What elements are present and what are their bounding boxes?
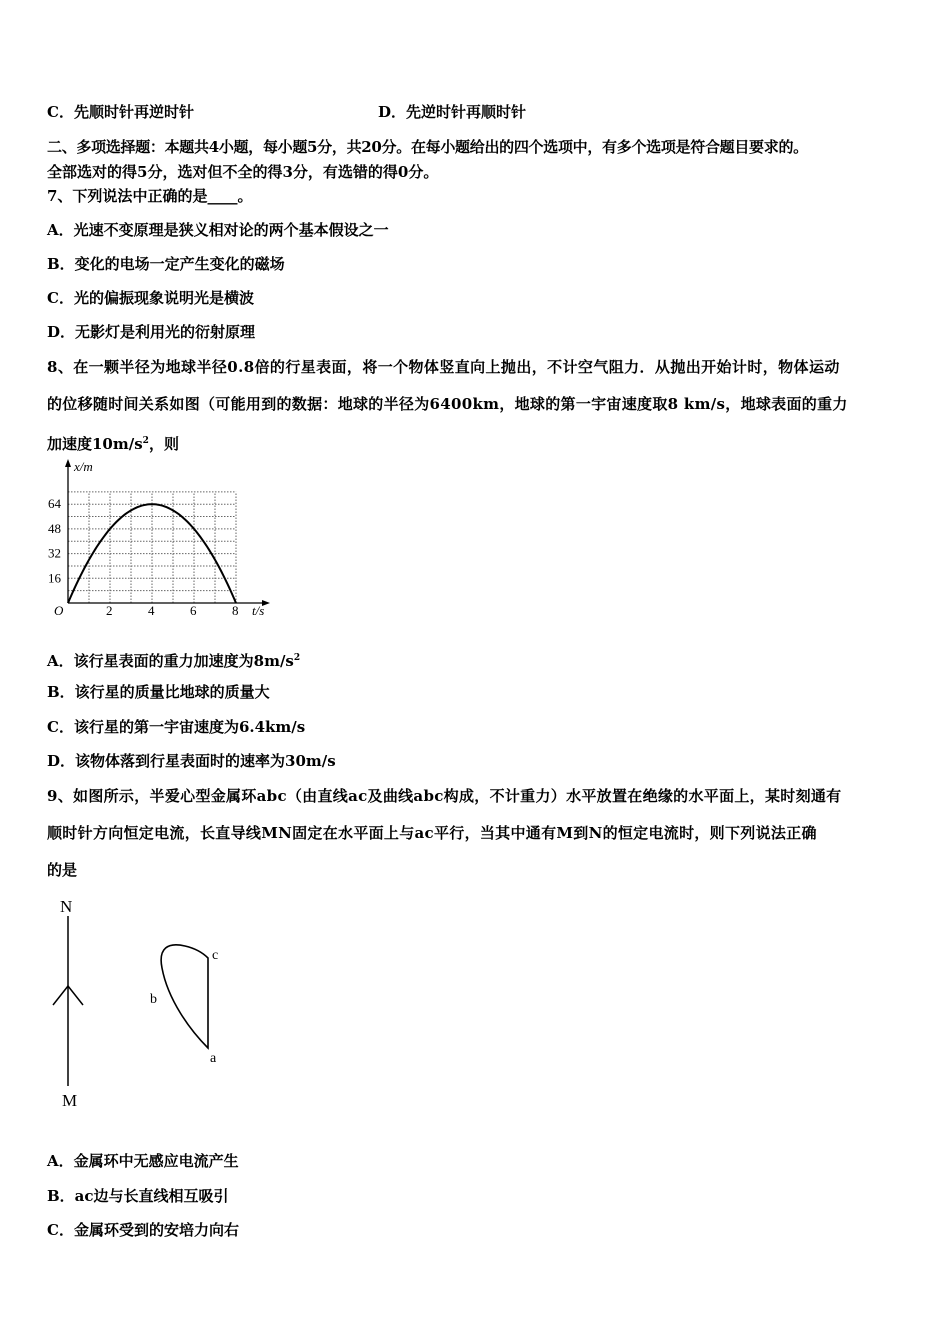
section2-scoring: 全部选对的得5分，选对但不全的得3分，有选错的得0分。 (47, 163, 439, 181)
x-tick-label: 8 (232, 603, 239, 618)
origin-label: O (54, 603, 64, 618)
text: 加速度10m/s (47, 435, 143, 453)
q8-stem-line2: 的位移随时间关系如图（可能用到的数据：地球的半径为6400km，地球的第一宇宙速度取8 km/s，地球表面的重力 (47, 395, 848, 413)
q6-option-c: C．先顺时针再逆时针 (47, 103, 194, 121)
y-axis-arrow (65, 459, 71, 467)
q7-option-c: C．光的偏振现象说明光是横波 (47, 289, 254, 307)
x-tick-label: 6 (190, 603, 197, 618)
q9-option-b: B．ac边与长直线相互吸引 (47, 1187, 229, 1205)
q9-stem-line2: 顺时针方向恒定电流，长直导线MN固定在水平面上与ac平行，当其中通有M到N的恒定电流时，则下列说法正确 (47, 824, 817, 842)
q7-option-d: D．无影灯是利用光的衍射原理 (47, 323, 256, 341)
q8-option-b: B．该行星的质量比地球的质量大 (47, 683, 270, 701)
y-tick-label: 16 (48, 570, 61, 586)
x-tick-label: 4 (148, 603, 155, 618)
y-tick-label: 32 (48, 545, 61, 561)
x-tick-label: 2 (106, 603, 113, 618)
q8-stem-line3 (47, 431, 179, 454)
q8-option-d: D．该物体落到行星表面时的速率为30m/s (47, 752, 336, 770)
x-axis-label: t/s (252, 603, 265, 618)
q8-stem-line1: 8、在一颗半径为地球半径0.8倍的行星表面，将一个物体竖直向上抛出，不计空气阻力．从抛出开始计时，物体运动 (47, 358, 840, 376)
heart-loop-abc (161, 945, 208, 1048)
label-n: N (60, 897, 73, 916)
wire-and-loop-figure (40, 890, 260, 1120)
q7-stem: 7、下列说法中正确的是____。 (47, 187, 253, 205)
q9-option-c: C．金属环受到的安培力向右 (47, 1221, 239, 1239)
displacement-time-chart (0, 455, 300, 625)
q9-option-a: A．金属环中无感应电流产生 (47, 1152, 239, 1170)
chart-grid (68, 492, 236, 603)
superscript: 2 (142, 436, 149, 446)
q9-stem-line1: 9、如图所示，半爱心型金属环abc（由直线ac及曲线abc构成，不计重力）水平放置在绝缘的水平面上，某时刻通有 (47, 787, 842, 805)
y-tick-label: 64 (48, 496, 61, 512)
q9-stem-line3: 的是 (47, 861, 78, 879)
text: A．该行星表面的重力加速度为8m/s (47, 652, 294, 670)
q6-option-d: D．先逆时针再顺时针 (378, 103, 527, 121)
y-axis-label: x/m (74, 459, 93, 474)
y-tick-label: 48 (48, 520, 61, 536)
label-b: b (150, 992, 157, 1007)
q7-option-a: A．光速不变原理是狭义相对论的两个基本假设之一 (47, 221, 389, 239)
q8-option-c: C．该行星的第一宇宙速度为6.4km/s (47, 718, 306, 736)
q8-option-a (47, 648, 300, 671)
text: ，则 (148, 435, 179, 453)
superscript: 2 (293, 653, 301, 663)
section2-heading: 二、多项选择题：本题共4小题，每小题5分，共20分。在每小题给出的四个选项中，有多个选项是符合题目要求的。 (47, 138, 808, 156)
label-m: M (62, 1091, 78, 1110)
q7-option-b: B．变化的电场一定产生变化的磁场 (47, 255, 285, 273)
label-c: c (212, 948, 219, 963)
label-a: a (210, 1051, 217, 1066)
